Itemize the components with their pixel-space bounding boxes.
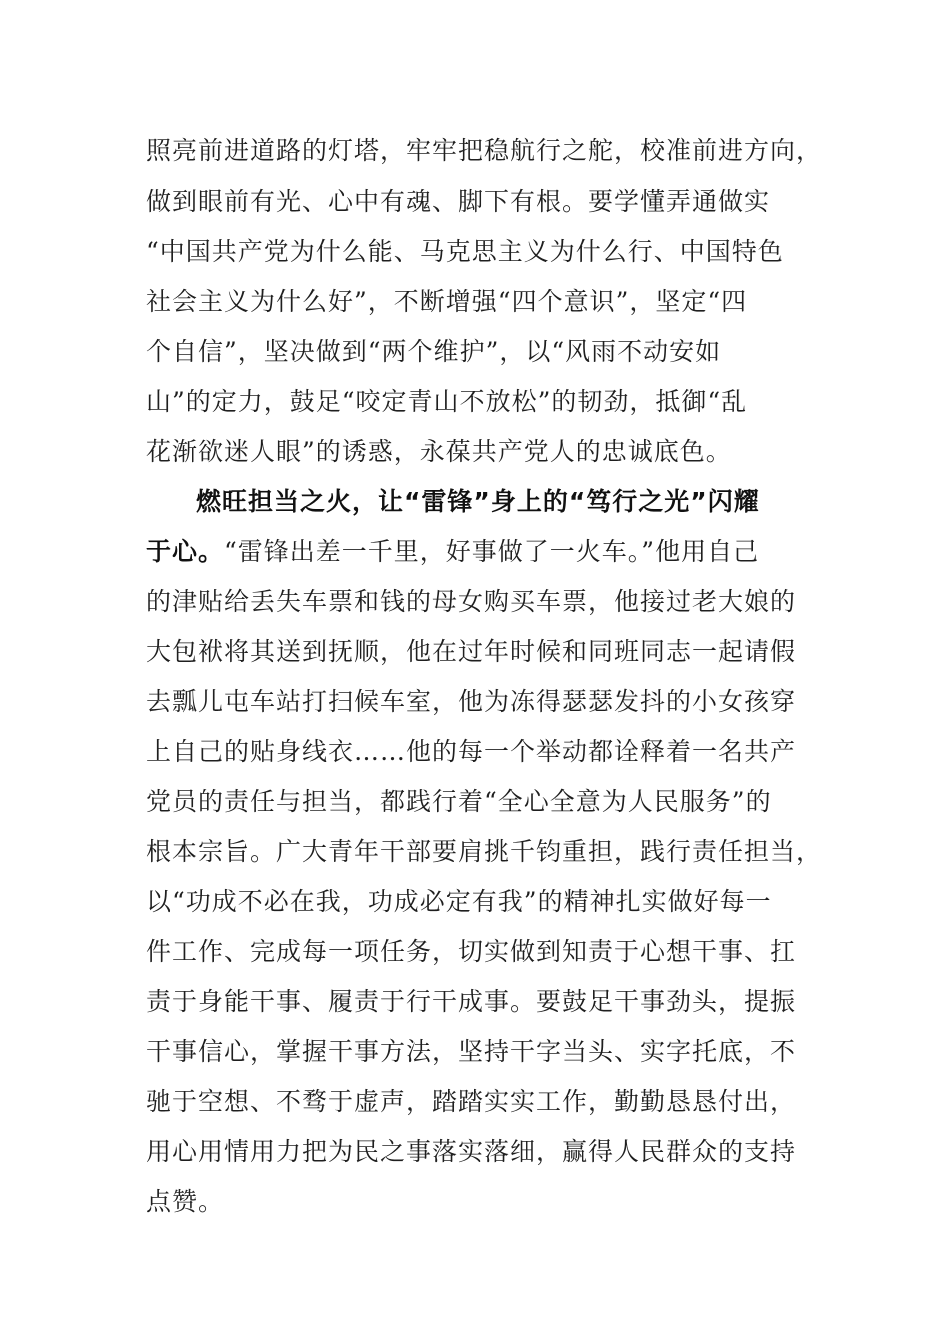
- text-line: “中国共产党为什么能、马克思主义为什么行、中国特色: [146, 237, 784, 266]
- text-line: 用心用情用力把为民之事落实落细，赢得人民群众的支持: [146, 1137, 797, 1166]
- text-line: 照亮前进道路的灯塔，牢牢把稳航行之舵，校准前进方向，: [146, 136, 823, 165]
- text-line: 花渐欲迷人眼”的诱惑，永葆共产党人的忠诚底色。: [146, 437, 732, 466]
- text-line: 以“功成不必在我，功成必定有我”的精神扎实做好每一: [146, 887, 772, 916]
- text-line: 上自己的贴身线衣……他的每一个举动都诠释着一名共产: [146, 737, 797, 766]
- text-line: 个自信”，坚决做到“两个维护”，以“风雨不动安如: [146, 337, 722, 366]
- text-line: 干事信心，掌握干事方法，坚持干字当头、实字托底，不: [146, 1037, 797, 1066]
- paragraph-heading-end: 于心。: [146, 537, 225, 566]
- text-line: 做到眼前有光、心中有魂、脚下有根。要学懂弄通做实: [146, 187, 771, 216]
- text-line: 山”的定力，鼓足“咬定青山不放松”的韧劲，抵御“乱: [146, 387, 748, 416]
- text-line: 党员的责任与担当，都践行着“全心全意为人民服务”的: [146, 787, 772, 816]
- text-line: 责于身能干事、履责于行干成事。要鼓足干事劲头，提振: [146, 987, 797, 1016]
- text-line: 社会主义为什么好”，不断增强“四个意识”，坚定“四: [146, 287, 748, 316]
- text-line: [146, 532, 796, 572]
- text-line: 的津贴给丢失车票和钱的母女购买车票，他接过老大娘的: [146, 587, 797, 616]
- text-line: 大包袱将其送到抚顺，他在过年时候和同班同志一起请假: [146, 637, 797, 666]
- text-line: 去瓢儿屯车站打扫候车室，他为冻得瑟瑟发抖的小女孩穿: [146, 687, 797, 716]
- quote-text: “雷锋出差一千里，好事做了一火车。”他用自己: [224, 537, 760, 566]
- text-line: 根本宗旨。广大青年干部要肩挑千钧重担，践行责任担当，: [146, 837, 823, 866]
- text-line: 点赞。: [146, 1187, 225, 1216]
- text-line: 件工作、完成每一项任务，切实做到知责于心想干事、扛: [146, 937, 797, 966]
- paragraph-heading: 燃旺担当之火，让“雷锋”身上的“笃行之光”闪耀: [196, 487, 760, 516]
- text-line: 驰于空想、不骛于虚声，踏踏实实工作，勤勤恳恳付出，: [146, 1087, 797, 1116]
